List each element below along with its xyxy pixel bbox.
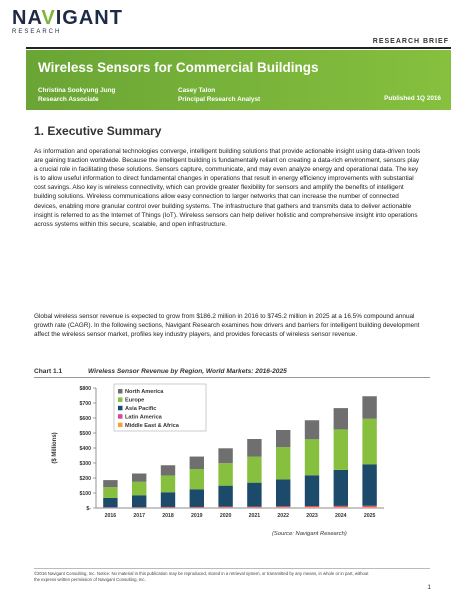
bar-segment xyxy=(334,429,348,470)
bar-segment xyxy=(305,439,319,475)
bar-segment xyxy=(305,420,319,439)
bar-segment xyxy=(132,474,146,482)
bar-segment xyxy=(103,480,117,487)
x-tick-label: 2019 xyxy=(191,513,203,519)
header-rule xyxy=(26,47,451,49)
author-name: Christina Sookyung Jung xyxy=(38,87,116,94)
x-tick-label: 2017 xyxy=(133,513,145,519)
bar-segment xyxy=(218,507,232,508)
legend-label: Europe xyxy=(125,397,145,404)
bar-segment xyxy=(334,507,348,508)
bar-segment xyxy=(161,507,175,508)
bar-segment xyxy=(334,408,348,429)
x-tick-label: 2023 xyxy=(306,513,318,519)
bar-segment xyxy=(190,457,204,469)
bar-segment xyxy=(362,396,376,419)
copyright-notice: ©2016 Navigant Consulting, Inc. Notice: No material in this publication may be reproduced, stored in a retrieval system, or transmitted by any means, in whole or in part, without the express written permission of Navigant Consulting, Inc. xyxy=(34,571,369,582)
bar-segment xyxy=(305,506,319,507)
bar-segment xyxy=(161,465,175,475)
legend-swatch xyxy=(118,389,123,394)
legend-label: Middle East & Africa xyxy=(125,422,179,429)
chart-source: (Source: Navigant Research) xyxy=(272,531,347,537)
bar-segment xyxy=(132,482,146,496)
logo-part2: IGANT xyxy=(55,7,123,29)
y-tick-label: $700 xyxy=(79,401,91,407)
y-tick-label: $500 xyxy=(79,431,91,437)
x-tick-label: 2024 xyxy=(335,513,347,519)
bar-segment xyxy=(247,507,261,508)
x-tick-label: 2022 xyxy=(277,513,289,519)
y-tick-label: $200 xyxy=(79,476,91,482)
bar-segment xyxy=(362,419,376,465)
revenue-bar-chart xyxy=(34,378,430,530)
bar-segment xyxy=(190,507,204,508)
logo-accent-letter: V xyxy=(41,7,56,29)
legend-swatch xyxy=(118,414,123,419)
bar-segment xyxy=(103,487,117,498)
title-banner xyxy=(26,50,451,110)
bar-segment xyxy=(247,457,261,483)
legend-label: North America xyxy=(125,389,164,396)
bar-segment xyxy=(334,470,348,506)
chart-caption xyxy=(34,368,430,375)
y-tick-label: $- xyxy=(86,506,91,512)
x-tick-label: 2025 xyxy=(363,513,376,519)
bar-segment xyxy=(161,475,175,492)
bar-segment xyxy=(218,486,232,507)
bar-segment xyxy=(305,475,319,506)
x-tick-label: 2020 xyxy=(219,513,232,519)
legend-label: Asia Pacific xyxy=(125,406,157,412)
author-1 xyxy=(38,86,115,104)
report-title: Wireless Sensors for Commercial Buildings xyxy=(38,60,319,75)
bar-segment xyxy=(190,489,204,507)
published-date: Published 1Q 2016 xyxy=(384,95,441,102)
y-tick-label: $100 xyxy=(79,491,91,497)
bar-segment xyxy=(247,507,261,508)
bar-segment xyxy=(218,507,232,508)
author-2 xyxy=(178,86,260,104)
bar-segment xyxy=(276,506,290,507)
chart-number: Chart 1.1 xyxy=(34,368,63,375)
bar-segment xyxy=(247,439,261,457)
legend-swatch xyxy=(118,397,123,402)
logo-part1: NA xyxy=(12,7,42,29)
bar-segment xyxy=(305,507,319,508)
bar-segment xyxy=(103,498,117,507)
section-heading: 1. Executive Summary xyxy=(34,124,162,138)
y-tick-label: $800 xyxy=(79,386,91,392)
author-role: Principal Research Analyst xyxy=(178,96,261,103)
page-number: 1 xyxy=(427,584,431,591)
legend-label: Latin America xyxy=(125,414,162,421)
x-tick-label: 2018 xyxy=(162,513,174,519)
paragraph-intro: As information and operational technologies converge, intelligent building solutions that provide actionable insight using data-driven tools are gaining traction worldwide. Because the intelligent building is fundamentally reliant on creating a data-rich environment, sensors play a crucial role in facilitating these solutions. Sensors capture, communicate, and may even analyze energy and operational data. The key is to allow useful information to direct fundamental changes in operations that result in energy efficiency improvements with substantial cost savings. Also key is wireless connectivity, which can provide greater flexibility for sensors and amplify the benefits of intelligent building solutions. Wireless communications allow easy connection to larger networks that can increase the number of connected devices, enabling more granular control over building systems. The infrastructure that gathers and transmits data to deliver actionable insight is referred to as the Internet of Things (IoT). Wireless sensors can help deliver holistic and comprehensive insight into operations across systems within this secure, scalable, and open infrastructure. xyxy=(34,148,421,228)
bar-segment xyxy=(276,479,290,506)
bar-segment xyxy=(132,495,146,507)
bar-segment xyxy=(276,430,290,447)
x-tick-label: 2016 xyxy=(104,513,117,519)
y-tick-label: $600 xyxy=(79,416,91,422)
footer-rule xyxy=(34,568,430,569)
x-tick-label: 2021 xyxy=(248,513,261,519)
bar-segment xyxy=(161,492,175,507)
logo-wordmark xyxy=(12,8,123,28)
bar-segment xyxy=(362,465,376,506)
author-name: Casey Talon xyxy=(178,87,216,94)
y-tick-label: $300 xyxy=(79,461,91,467)
author-role: Research Associate xyxy=(38,96,99,103)
logo-subtitle: RESEARCH xyxy=(12,29,62,35)
bar-segment xyxy=(334,506,348,507)
legend-swatch xyxy=(118,423,123,428)
chart-title: Wireless Sensor Revenue by Region, World Markets: 2016-2025 xyxy=(88,368,287,375)
bar-segment xyxy=(276,507,290,508)
y-tick-label: $400 xyxy=(79,446,91,452)
doc-type-label: RESEARCH BRIEF xyxy=(372,38,449,45)
bar-segment xyxy=(218,448,232,463)
navigant-research-logo xyxy=(12,8,123,35)
bar-segment xyxy=(362,506,376,507)
paragraph-forecast: Global wireless sensor revenue is expected to grow from $186.2 million in 2016 to $745.2 million in 2025 at a 16.5% compound annual growth rate (CAGR). In the following sections, Navigant Research examines how drivers and barriers for intelligent building development affect the wireless sensor market, profiles key industry players, and provides forecasts of wireless sensor revenue. xyxy=(34,313,420,339)
legend-swatch xyxy=(118,406,123,411)
bar-segment xyxy=(218,463,232,486)
bar-segment xyxy=(190,469,204,489)
bar-segment xyxy=(276,447,290,479)
bar-segment xyxy=(247,483,261,507)
y-axis-title: ($ Millions) xyxy=(52,432,58,464)
bar-segment xyxy=(362,507,376,508)
